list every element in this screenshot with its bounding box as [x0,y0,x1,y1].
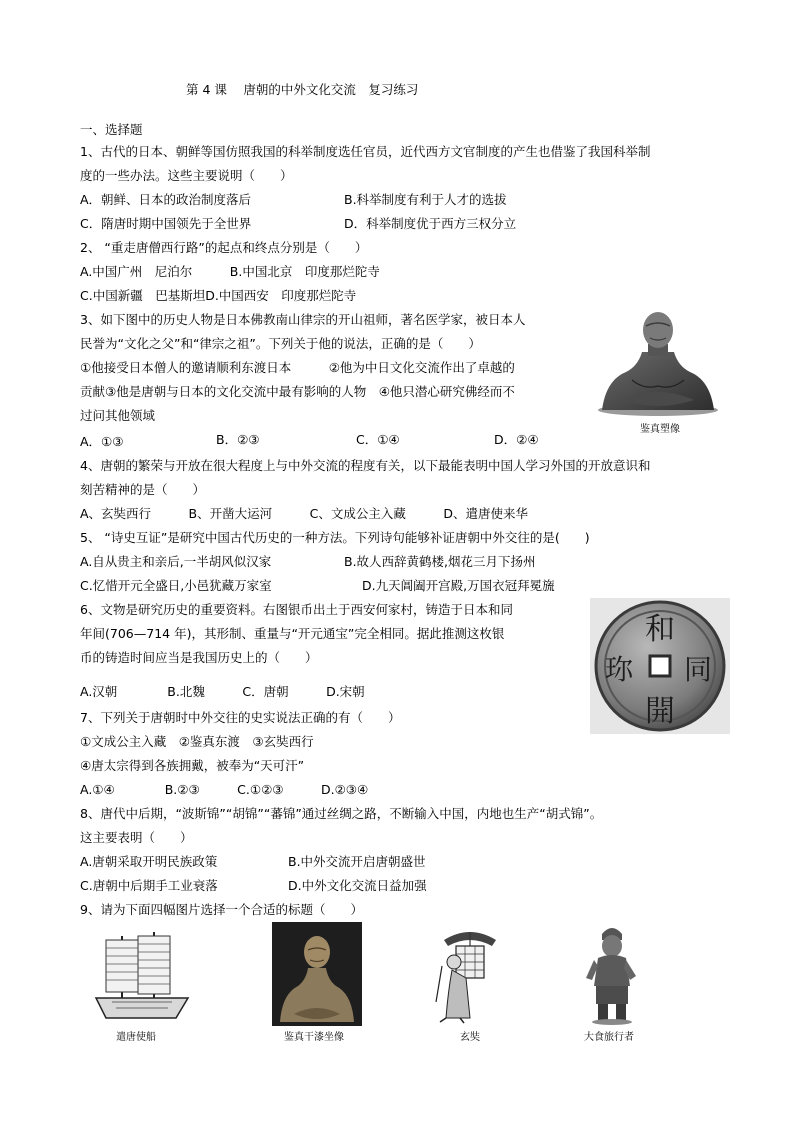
coin-char-top: 和 [645,612,675,647]
q3-stem-line4: 贡献③他是唐朝与日本的文化交流中最有影响的人物 ④他只潜心研究佛经而不 [80,384,515,399]
q4-stem-line2: 刻苦精神的是（ ） [80,482,206,497]
q7-item-line2: ④唐太宗得到各族拥戴，被奉为“天可汗” [80,758,305,773]
q2-options-cd: C.中国新疆 巴基斯坦D.中国西安 印度那烂陀寺 [80,288,357,303]
q2-options-ab: A.中国广州 尼泊尔 B.中国北京 印度那烂陀寺 [80,264,380,279]
jianzhen-statue-caption: 鉴真塑像 [640,424,680,435]
silver-coin-image [590,598,730,734]
q9-stem: 9、请为下面四幅图片选择一个合适的标题（ ） [80,902,363,917]
jianzhen-lacquer-statue-caption: 鉴真干漆坐像 [284,1032,344,1043]
q7-item-line1: ①文成公主入藏 ②鉴真东渡 ③玄奘西行 [80,734,314,749]
q1-stem-line2: 度的一些办法。这些主要说明（ ） [80,168,293,183]
q1-stem-line1: 1、古代的日本、朝鲜等国仿照我国的科举制度选任官员，近代西方文官制度的产生也借鉴了我国科举制 [80,144,651,159]
section-heading: 一、选择题 [80,122,143,137]
envoy-ship-caption: 遣唐使船 [116,1032,156,1043]
q5-option-c: C.忆惜开元全盛日,小邑犹藏万家室 [80,578,272,593]
q3-stem-line2: 民誉为“文化之父”和“律宗之祖”。下列关于他的说法，正确的是（ ） [80,336,481,351]
xuanzang-caption: 玄奘 [460,1032,480,1043]
q1-option-a: A．朝鲜、日本的政治制度落后 [80,192,252,207]
xuanzang-image [430,922,510,1026]
q5-option-b: B.故人西辞黄鹤楼,烟花三月下扬州 [344,554,536,569]
q8-option-d: D.中外文化交流日益加强 [288,878,427,893]
q3-stem-line1: 3、如下图中的历史人物是日本佛教南山律宗的开山祖师，著名医学家，被日本人 [80,312,526,327]
q3-option-d: D．②④ [494,432,539,447]
q8-stem-line1: 8、唐代中后期，“波斯锦”“胡锦”“蕃锦”通过丝绸之路，不断输入中国，内地也生产“胡式锦”。 [80,806,603,821]
q7-stem: 7、下列关于唐朝时中外交往的史实说法正确的有（ ） [80,710,401,725]
arab-traveler-caption: 大食旅行者 [584,1032,634,1043]
q3-stem-line5: 过问其他领域 [80,408,156,423]
arab-traveler-image [582,922,642,1026]
q7-options: A.①④ B.②③ C.①②③ D.②③④ [80,782,369,797]
q4-stem-line1: 4、唐朝的繁荣与开放在很大程度上与中外交流的程度有关，以下最能表明中国人学习外国的开放意识和 [80,458,651,473]
envoy-ship-image [92,928,192,1026]
q5-option-a: A.自从贵主和亲后,一半胡风似汉家 [80,554,272,569]
q3-option-c: C．①④ [356,432,400,447]
q8-option-a: A.唐朝采取开明民族政策 [80,854,218,869]
q8-stem-line2: 这主要表明（ ） [80,830,193,845]
coin-char-left: 珎 [605,653,634,686]
q6-stem-line1: 6、文物是研究历史的重要资料。右图银币出土于西安何家村，铸造于日本和同 [80,602,513,617]
page-title: 第 4 课 唐朝的中外文化交流 复习练习 [186,82,419,97]
q1-option-d: D．科举制度优于西方三权分立 [344,216,517,231]
q5-option-d: D.九天阊阖开宫殿,万国衣冠拜冕旒 [362,578,555,593]
coin-char-bottom: 開 [645,694,675,729]
q3-option-a: A．①③ [80,434,124,449]
q2-stem: 2、 “重走唐僧西行路”的起点和终点分别是（ ） [80,240,368,255]
q6-stem-line3: 币的铸造时间应当是我国历史上的（ ） [80,650,318,665]
q5-stem: 5、 “诗史互证”是研究中国古代历史的一种方法。下列诗句能够补证唐朝中外交往的是( ) [80,530,590,545]
q8-option-b: B.中外交流开启唐朝盛世 [288,854,426,869]
coin-char-right: 同 [684,653,713,686]
q3-stem-line3: ①他接受日本僧人的邀请顺利东渡日本 ②他为中日文化交流作出了卓越的 [80,360,515,375]
q6-options: A.汉朝 B.北魏 C．唐朝 D.宋朝 [80,684,365,699]
q1-option-b: B.科举制度有利于人才的选拔 [344,192,507,207]
q6-stem-line2: 年间(706—714 年)，其形制、重量与“开元通宝”完全相同。据此推测这枚银 [80,626,505,641]
q8-option-c: C.唐朝中后期手工业衰落 [80,878,218,893]
q1-option-c: C．隋唐时期中国领先于全世界 [80,216,252,231]
q3-option-b: B．②③ [216,432,260,447]
jianzhen-statue-image [592,300,724,418]
jianzhen-lacquer-statue-image [272,922,362,1026]
q4-options: A、玄奘西行 B、开凿大运河 C、文成公主入藏 D、遣唐使来华 [80,506,528,521]
